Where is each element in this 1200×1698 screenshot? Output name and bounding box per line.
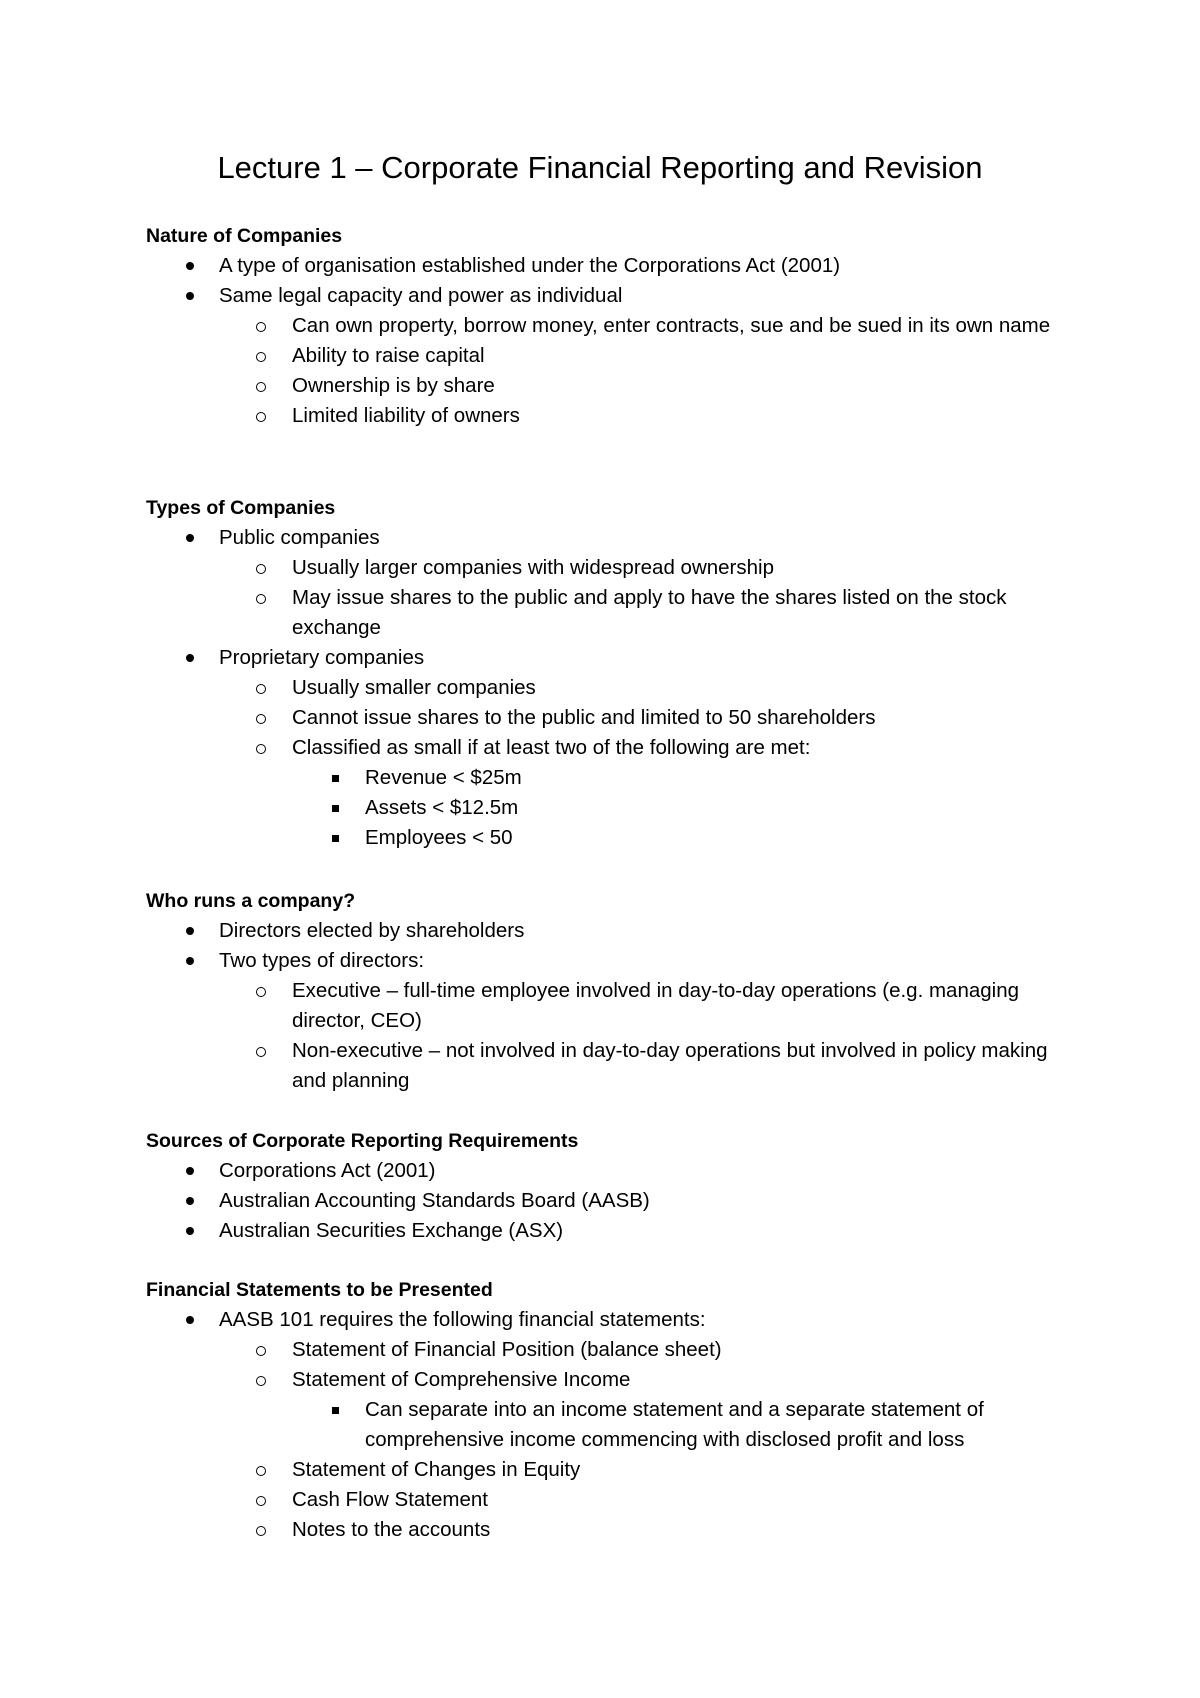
list-item: Australian Accounting Standards Board (AASB)	[146, 1186, 1070, 1216]
list-item: Can own property, borrow money, enter contracts, sue and be sued in its own name	[146, 311, 1070, 341]
list-item: Statement of Financial Position (balance sheet)	[146, 1335, 1070, 1365]
page-title: Lecture 1 – Corporate Financial Reporting and Revision	[217, 150, 983, 185]
bullet-circle-icon	[256, 583, 266, 604]
bullet-circle-icon	[256, 401, 266, 422]
bullet-list	[146, 1156, 1070, 1246]
bullet-circle-icon	[256, 1036, 266, 1057]
bullet-list	[146, 251, 1070, 431]
bullet-circle-icon	[256, 371, 266, 392]
list-item: Usually larger companies with widespread ownership	[146, 553, 1070, 583]
list-item: Directors elected by shareholders	[146, 916, 1070, 946]
bullet-list	[146, 916, 1070, 1096]
list-item: Public companies	[146, 523, 1070, 553]
list-item: Statement of Changes in Equity	[146, 1455, 1070, 1485]
list-item: Non-executive – not involved in day-to-day operations but involved in policy making and planning	[146, 1036, 1070, 1096]
bullet-disc-icon	[186, 946, 194, 965]
list-item: Cannot issue shares to the public and limited to 50 shareholders	[146, 703, 1070, 733]
section-who-runs-a-company	[146, 886, 1070, 1096]
bullet-circle-icon	[256, 1485, 266, 1506]
bullet-circle-icon	[256, 311, 266, 332]
list-item: Revenue < $25m	[146, 763, 1070, 793]
bullet-circle-icon	[256, 1335, 266, 1356]
bullet-circle-icon	[256, 673, 266, 694]
bullet-disc-icon	[186, 523, 194, 542]
bullet-circle-icon	[256, 1515, 266, 1536]
section-heading: Financial Statements to be Presented	[146, 1279, 493, 1301]
bullet-disc-icon	[186, 1186, 194, 1205]
list-item: Cash Flow Statement	[146, 1485, 1070, 1515]
list-item: Employees < 50	[146, 823, 1070, 853]
list-item: Can separate into an income statement and a separate statement of comprehensive income commencing with disclosed profit and loss	[146, 1395, 1070, 1455]
list-item: Executive – full-time employee involved in day-to-day operations (e.g. managing director, CEO)	[146, 976, 1070, 1036]
section-nature-of-companies	[146, 221, 1070, 431]
list-item: Same legal capacity and power as individual	[146, 281, 1070, 311]
bullet-square-icon	[332, 763, 339, 782]
bullet-circle-icon	[256, 1365, 266, 1386]
bullet-square-icon	[332, 823, 339, 842]
bullet-list	[146, 1305, 1070, 1545]
bullet-circle-icon	[256, 553, 266, 574]
bullet-square-icon	[332, 793, 339, 812]
bullet-circle-icon	[256, 703, 266, 724]
list-item: AASB 101 requires the following financial statements:	[146, 1305, 1070, 1335]
bullet-circle-icon	[256, 976, 266, 997]
section-types-of-companies	[146, 493, 1070, 853]
bullet-square-icon	[332, 1395, 339, 1414]
list-item: Assets < $12.5m	[146, 793, 1070, 823]
list-item: Ability to raise capital	[146, 341, 1070, 371]
section-heading: Who runs a company?	[146, 890, 356, 912]
list-item: Usually smaller companies	[146, 673, 1070, 703]
bullet-disc-icon	[186, 251, 194, 270]
bullet-circle-icon	[256, 1455, 266, 1476]
section-heading: Types of Companies	[146, 497, 336, 519]
list-item: Statement of Comprehensive Income	[146, 1365, 1070, 1395]
list-item: Limited liability of owners	[146, 401, 1070, 431]
list-item: A type of organisation established under the Corporations Act (2001)	[146, 251, 1070, 281]
list-item: Two types of directors:	[146, 946, 1070, 976]
list-item: Ownership is by share	[146, 371, 1070, 401]
bullet-circle-icon	[256, 341, 266, 362]
bullet-disc-icon	[186, 281, 194, 300]
list-item: May issue shares to the public and apply to have the shares listed on the stock exchange	[146, 583, 1070, 643]
bullet-list	[146, 523, 1070, 853]
list-item: Classified as small if at least two of the following are met:	[146, 733, 1070, 763]
section-sources-of-requirements	[146, 1126, 1070, 1246]
bullet-disc-icon	[186, 643, 194, 662]
bullet-disc-icon	[186, 916, 194, 935]
bullet-circle-icon	[256, 733, 266, 754]
section-financial-statements	[146, 1275, 1070, 1545]
list-item: Notes to the accounts	[146, 1515, 1070, 1545]
bullet-disc-icon	[186, 1216, 194, 1235]
bullet-disc-icon	[186, 1156, 194, 1175]
list-item: Corporations Act (2001)	[146, 1156, 1070, 1186]
list-item: Australian Securities Exchange (ASX)	[146, 1216, 1070, 1246]
list-item: Proprietary companies	[146, 643, 1070, 673]
bullet-disc-icon	[186, 1305, 194, 1324]
section-heading: Nature of Companies	[146, 225, 343, 247]
section-heading: Sources of Corporate Reporting Requirements	[146, 1130, 579, 1152]
